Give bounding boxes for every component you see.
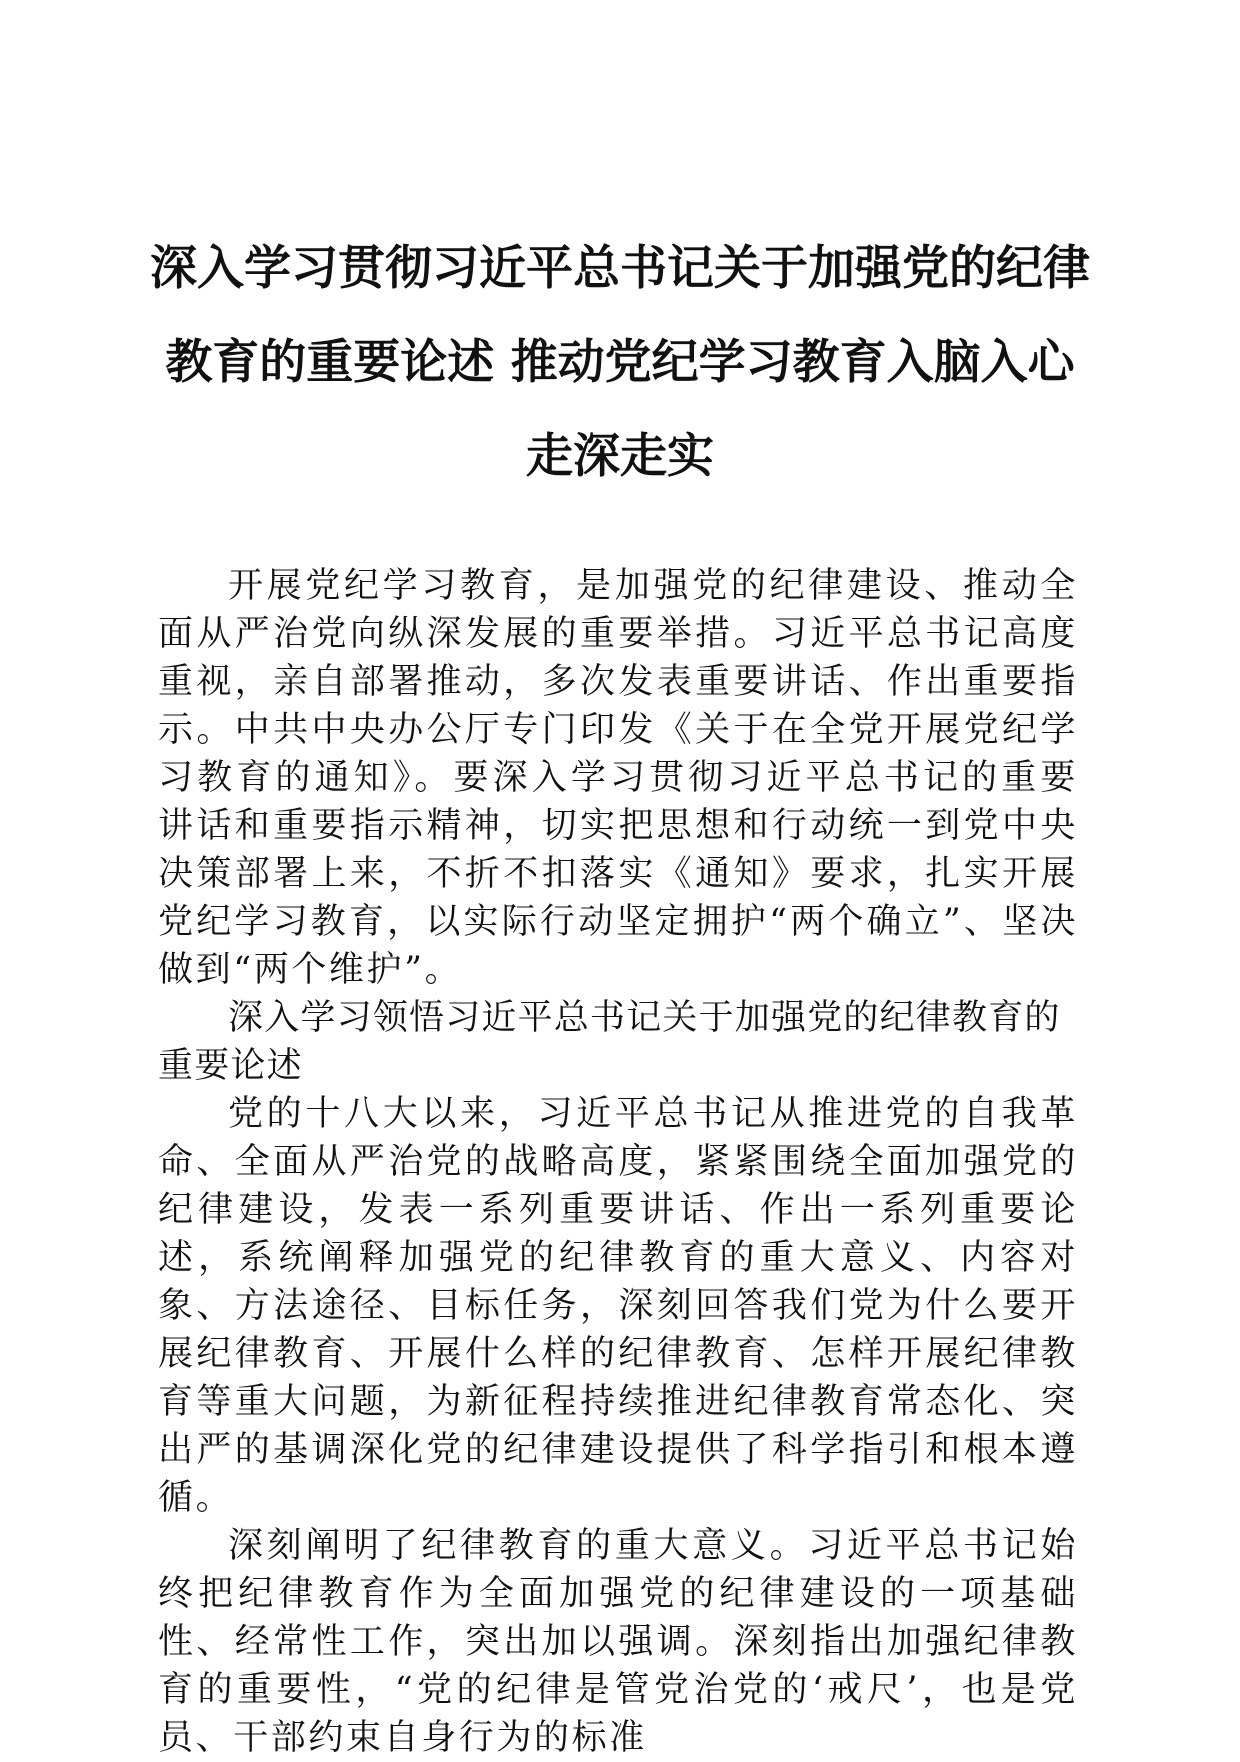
title-line-1: 深入学习贯彻习近平总书记关于加强党的纪律 (150, 241, 1090, 296)
document-title (150, 222, 1090, 504)
title-line-2: 教育的重要论述 推动党纪学习教育入脑入心 (165, 335, 1075, 390)
body-paragraph: 党的十八大以来，习近平总书记从推进党的自我革命、全面从严治党的战略高度，紧紧围绕全面加强党的纪律建设，发表一系列重要讲话、作出一系列重要论述，系统阐释加强党的纪律教育的重大意义、内容对象、方法途径、目标任务，深刻回答我们党为什么要开展纪律教育、开展什么样的纪律教育、怎样开展纪律教育等重大问题，为新征程持续推进纪律教育常态化、突出严的基调深化党的纪律建设提供了科学指引和根本遵循。 (158, 1094, 1078, 1518)
paragraph-lead-sentence: 深刻阐明了纪律教育的重大意义。 (228, 1526, 809, 1566)
section-heading: 深入学习领悟习近平总书记关于加强党的纪律教育的重要论述 (158, 998, 1061, 1086)
intro-paragraph: 开展党纪学习教育，是加强党的纪律建设、推动全面从严治党向纵深发展的重要举措。习近平总书记高度重视，亲自部署推动，多次发表重要讲话、作出重要指示。中共中央办公厅专门印发《关于在全党开展党纪学习教育的通知》。要深入学习贯彻习近平总书记的重要讲话和重要指示精神，切实把思想和行动统一到党中央决策部署上来，不折不扣落实《通知》要求，扎实开展党纪学习教育，以实际行动坚定拥护“两个确立”、坚决做到“两个维护”。 (158, 566, 1078, 990)
title-line-3: 走深走实 (526, 429, 714, 484)
body-paragraph-with-lead (158, 1522, 1078, 1762)
paragraph-text: 习近平总书记始终把纪律教育作为全面加强党的纪律建设的一项基础性、经常性工作，突出加以强调。深刻指出加强纪律教育的重要性，“党的纪律是管党治党的‘戒尺’，也是党员、干部约束自身行为的标准 (158, 1526, 1078, 1758)
document-body (158, 562, 1078, 1762)
